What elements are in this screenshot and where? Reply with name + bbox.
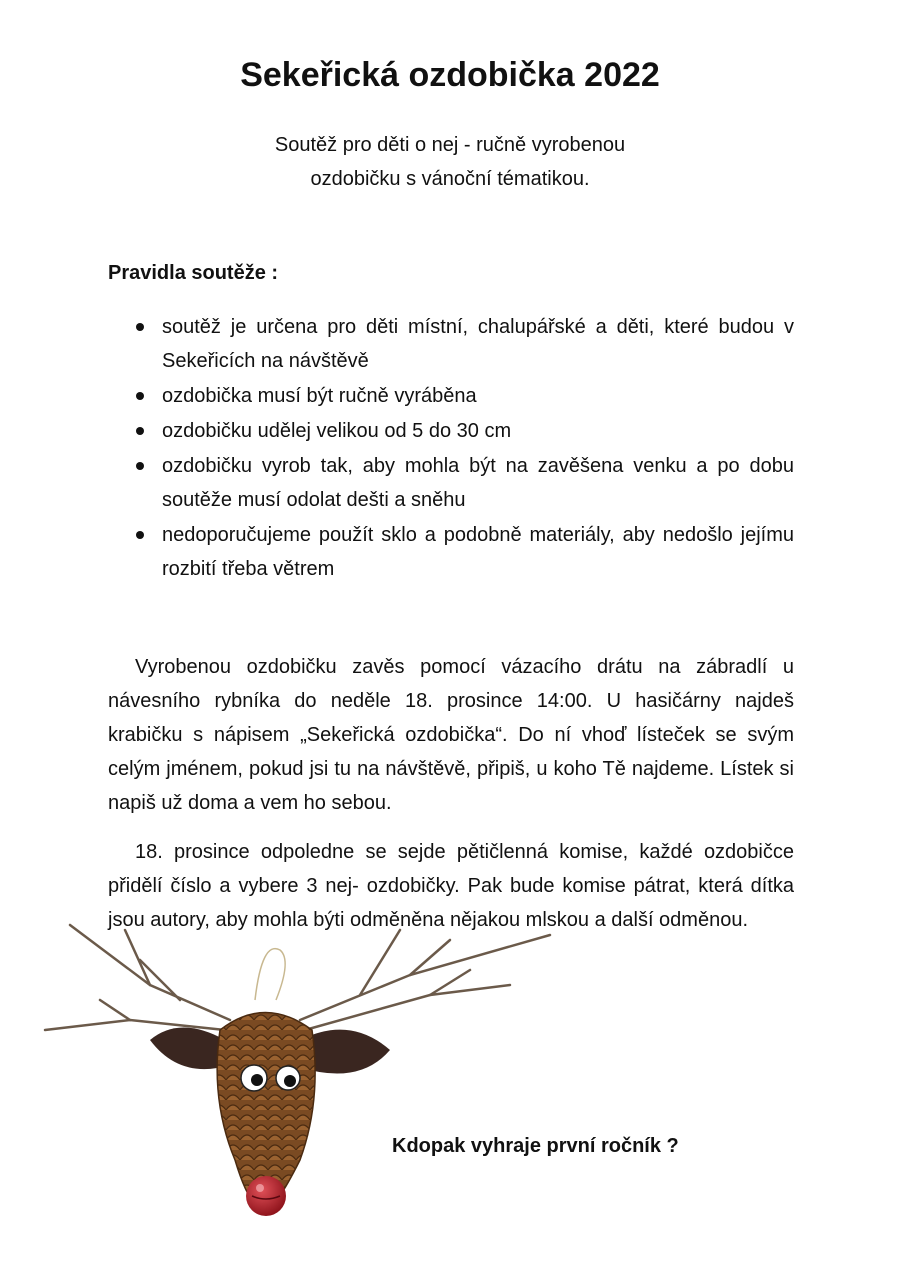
bullet-icon: [136, 531, 144, 539]
pinecone-reindeer-icon: [30, 890, 590, 1250]
list-item: [108, 379, 794, 413]
bullet-icon: [136, 427, 144, 435]
instructions-paragraph: Vyrobenou ozdobičku zavěs pomocí vázacího drátu na zábradlí u návesního rybníka do neděle 18. prosince 14:00. U hasičárny najdeš krabičku s nápisem „Sekeřická ozdobička“. Do ní vhoď lísteček se svým celým jménem, pokud jsi tu na návštěvě, připiš, u koho Tě najdeme. Lístek si napiš už doma a vem ho sebou.: [108, 656, 794, 814]
bullet-icon: [136, 392, 144, 400]
rule-text: nedoporučujeme použít sklo a podobně materiály, aby nedošlo jejímu rozbití třeba větrem: [162, 524, 794, 580]
subtitle-line: ozdobičku s vánoční tématikou.: [310, 168, 590, 190]
rule-text: soutěž je určena pro děti místní, chalupářské a děti, které budou v Sekeřicích na návštěvě: [162, 316, 794, 372]
rule-text: ozdobičku udělej velikou od 5 do 30 cm: [162, 420, 512, 442]
list-item: [108, 414, 794, 448]
subtitle-line: Soutěž pro děti o nej - ručně vyrobenou: [274, 134, 626, 156]
list-item: [108, 310, 794, 378]
bullet-icon: [136, 323, 144, 331]
judging-paragraph: 18. prosince odpoledne se sejde pětičlenná komise, každé ozdobičce přidělí číslo a vybere 3 nej- ozdobičky. Pak bude komise pátrat, která dítka jsou autory, aby mohla býti odměněna nějakou mlskou a další odměnou.: [108, 841, 794, 931]
rule-text: ozdobičku vyrob tak, aby mohla být na zavěšena venku a po dobu soutěže musí odolat dešti a sněhu: [162, 455, 794, 511]
closing-question: Kdopak vyhraje první ročník ?: [392, 1135, 679, 1157]
list-item: [108, 449, 794, 517]
list-item: [108, 518, 794, 586]
subtitle: [0, 128, 900, 196]
bullet-icon: [136, 462, 144, 470]
rules-heading: Pravidla soutěže :: [108, 262, 279, 284]
rules-list: [108, 310, 794, 587]
page-title: Sekeřická ozdobička 2022: [240, 56, 660, 94]
rule-text: ozdobička musí být ručně vyráběna: [162, 385, 477, 407]
